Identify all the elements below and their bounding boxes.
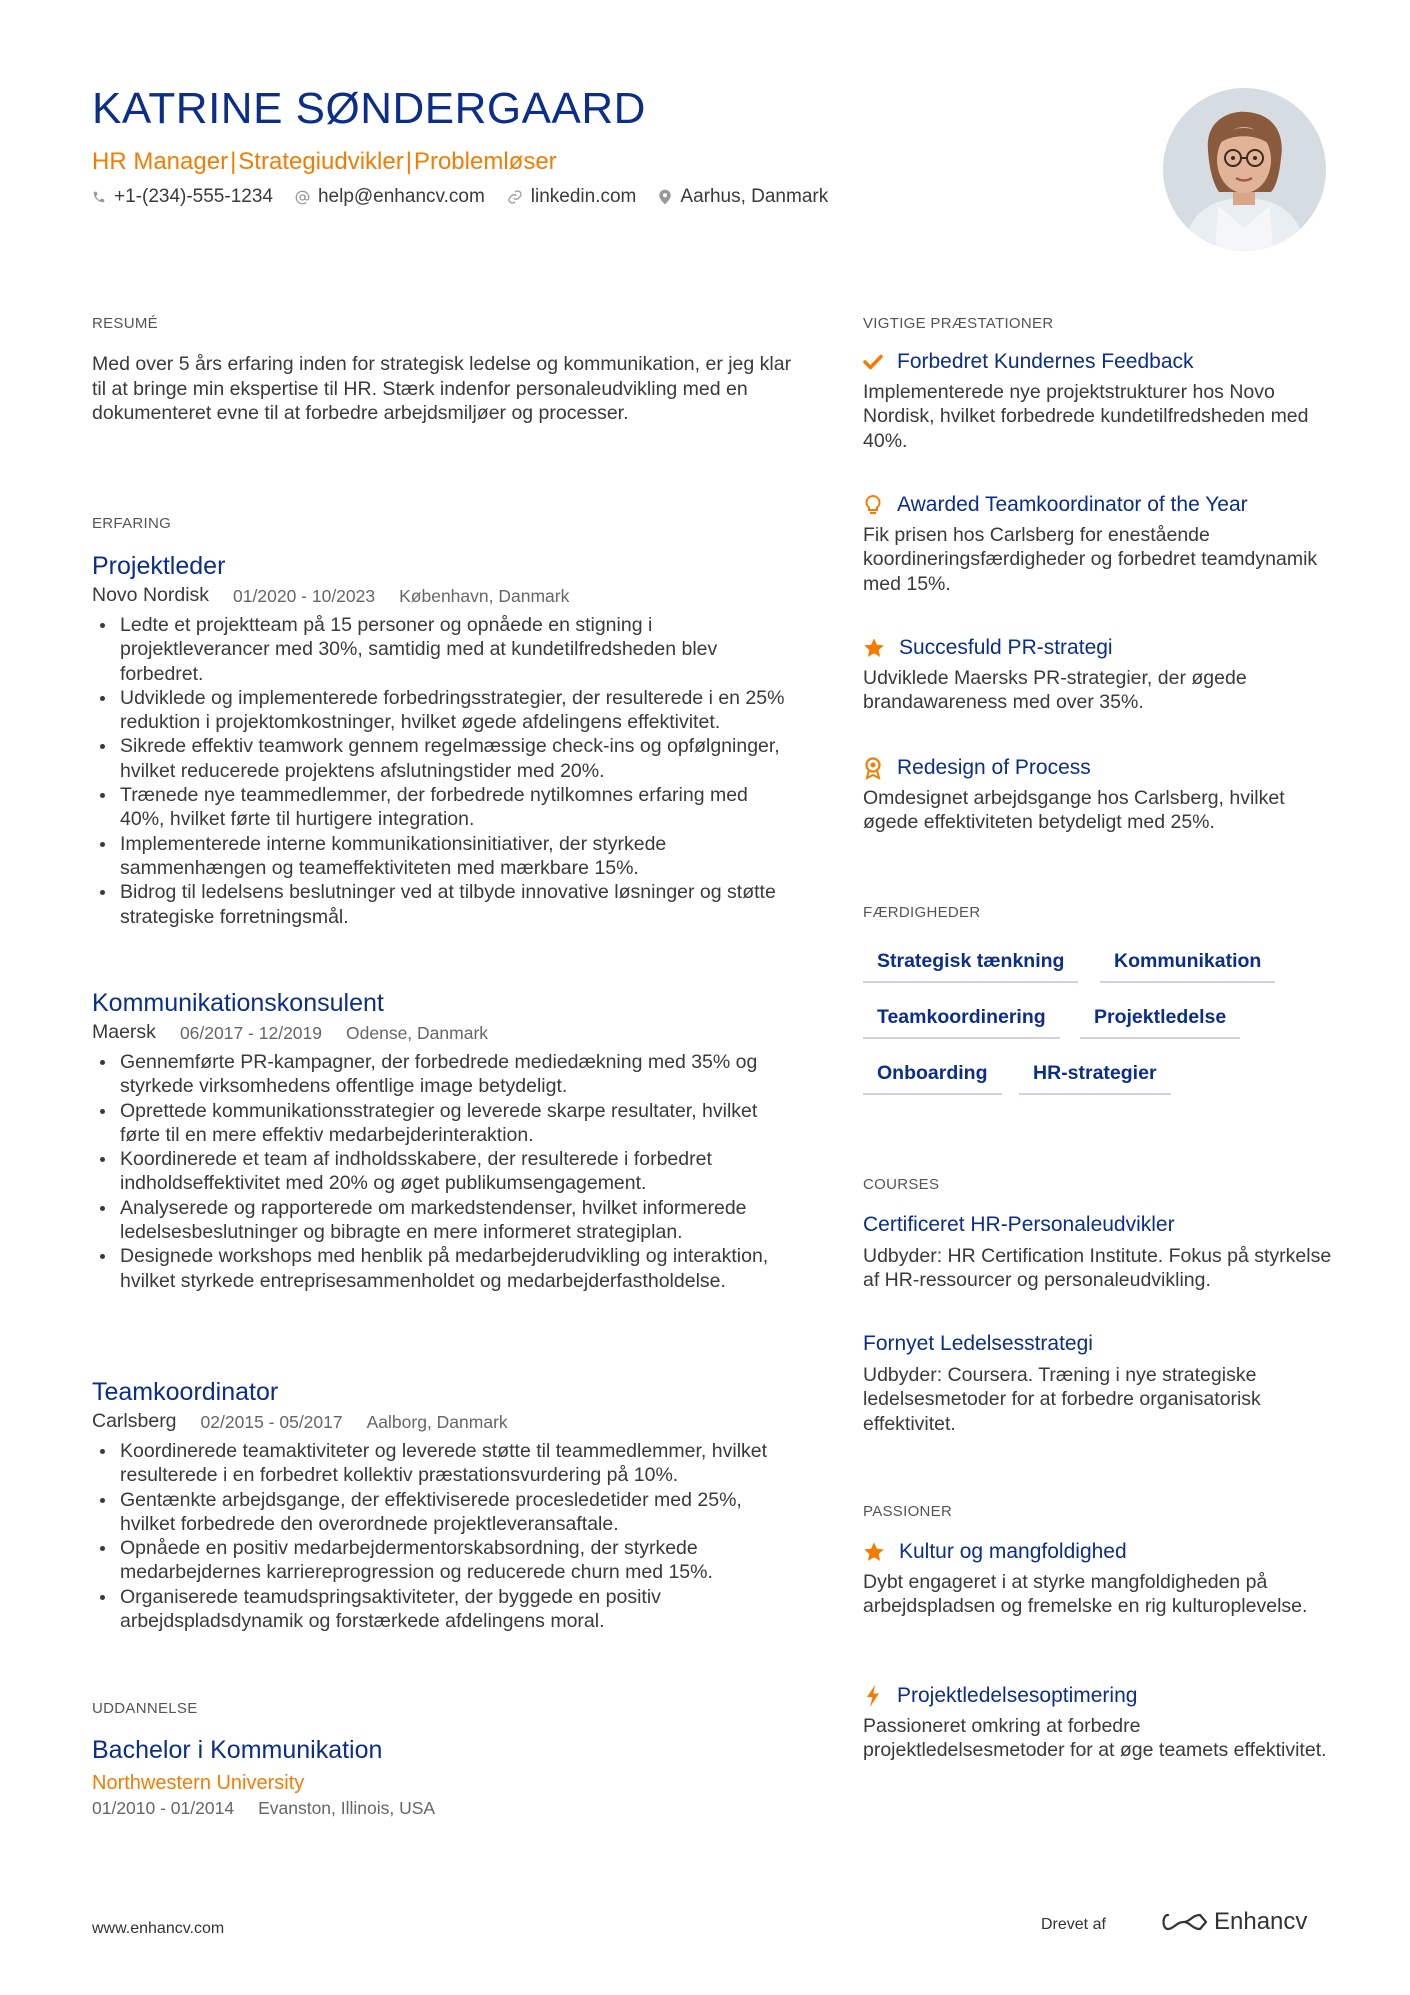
bullet-item: Gentænkte arbejdsgange, der effektiviserede procesledetider med 25%, hvilket forbedrede den overordnede projektleveransaftale. <box>92 1488 792 1537</box>
bullet-item: Gennemførte PR-kampagner, der forbedrede mediedækning med 35% og styrkede virksomhedens offentlige image betydeligt. <box>92 1050 792 1099</box>
passion-desc: Dybt engageret i at styrke mangfoldigheden på arbejdspladsen og fremelske en rig kulturoplevelse. <box>863 1571 1308 1618</box>
bullet-item: Organiserede teamudspringsaktiviteter, der byggede en positiv arbejdspladsdynamik og forstærkede afdelingens moral. <box>92 1585 792 1634</box>
bullet-item: Implementerede interne kommunikationsinitiativer, der styrkede sammenhængen og teameffektiviteten med mærkbare 15%. <box>92 832 792 881</box>
achievement-item <box>863 756 1338 835</box>
headline-separator: | <box>405 148 412 175</box>
job-bullets <box>92 1439 792 1633</box>
passion-title <box>863 1540 1338 1564</box>
company-name: Carlsberg <box>92 1410 177 1432</box>
job-title: Teamkoordinator <box>92 1378 279 1406</box>
course-title: Fornyet Ledelsesstrategi <box>863 1332 1093 1355</box>
bullet-item: Bidrog til ledelsens beslutninger ved at tilbyde innovative løsninger og støtte strategiske forretningsmål. <box>92 880 792 929</box>
achievement-title <box>863 756 1338 780</box>
headline <box>92 148 557 176</box>
passion-item <box>863 1684 1338 1763</box>
contact-phone[interactable] <box>92 186 273 208</box>
job-bullets <box>92 1050 792 1293</box>
bullet-item: Ledte et projektteam på 15 personer og opnåede en stigning i projektleverancer med 30%, samtidig med at kundetilfredsheden blev forbedret. <box>92 613 792 686</box>
enhancv-logo-icon <box>1160 1909 1208 1935</box>
job-meta <box>92 1410 792 1434</box>
course-desc: Udbyder: HR Certification Institute. Fokus på styrkelse af HR-ressourcer og personaleudvikling. <box>863 1245 1332 1292</box>
phone-number: +1-(234)-555-1234 <box>114 186 273 207</box>
school-name: Northwestern University <box>92 1772 305 1794</box>
link-icon <box>507 189 523 205</box>
experience-entry <box>92 552 792 929</box>
skill-tag: Projektledelse <box>1080 1006 1240 1039</box>
achievement-title <box>863 493 1338 517</box>
email-address: help@enhancv.com <box>317 186 485 207</box>
section-heading-resume: RESUMÉ <box>92 315 158 332</box>
passion-title <box>863 1684 1338 1708</box>
job-location: København, Danmark <box>399 586 570 606</box>
headline-role-1: HR Manager <box>92 148 229 175</box>
headline-role-2: Strategiudvikler <box>238 148 404 175</box>
bullet-item: Trænede nye teammedlemmer, der forbedrede nytilkomnes erfaring med 40%, hvilket førte til hurtigere integration. <box>92 783 792 832</box>
section-heading-experience: ERFARING <box>92 515 172 532</box>
passion-desc: Passioneret omkring at forbedre projektledelsesmetoder for at øge teamets effektivitet. <box>863 1715 1327 1762</box>
skill-tag: Teamkoordinering <box>863 1006 1060 1039</box>
achievement-title-text: Succesfuld PR-strategi <box>899 636 1113 659</box>
star-icon <box>863 1541 885 1563</box>
achievement-desc: Omdesignet arbejdsgange hos Carlsberg, hvilket øgede effektiviteten betydeligt med 25%. <box>863 787 1285 834</box>
section-heading-achievements: VIGTIGE PRÆSTATIONER <box>863 315 1054 332</box>
job-meta <box>92 584 792 608</box>
company-name: Maersk <box>92 1021 156 1043</box>
lightbulb-icon <box>863 494 883 516</box>
achievement-item <box>863 350 1338 453</box>
bullet-item: Designede workshops med henblik på medarbejderudvikling og interaktion, hvilket styrkede entreprisesammenholdet og medarbejderfastholdelse. <box>92 1244 792 1293</box>
footer-powered-by: Drevet af <box>1041 1916 1106 1933</box>
achievement-title-text: Awarded Teamkoordinator of the Year <box>897 493 1248 516</box>
skill-tag: Onboarding <box>863 1062 1002 1095</box>
skill-tag: Strategisk tænkning <box>863 950 1078 983</box>
job-dates: 01/2020 - 10/2023 <box>233 586 376 606</box>
education-meta <box>92 1798 435 1819</box>
bolt-icon <box>863 1684 883 1708</box>
company-name: Novo Nordisk <box>92 584 210 606</box>
job-bullets <box>92 613 792 929</box>
section-heading-passions: PASSIONER <box>863 1503 953 1520</box>
achievement-desc: Implementerede nye projektstrukturer hos Novo Nordisk, hvilket forbedrede kundetilfredsheden med 40%. <box>863 381 1309 452</box>
job-dates: 06/2017 - 12/2019 <box>179 1023 323 1043</box>
linkedin-url: linkedin.com <box>530 186 637 207</box>
achievement-title <box>863 636 1338 660</box>
profile-photo <box>1163 88 1326 251</box>
headline-role-3: Problemløser <box>413 148 557 175</box>
bullet-item: Koordinerede teamaktiviteter og leverede støtte til teammedlemmer, hvilket resulterede i en forbedret kollektiv præstationsvurdering på 10%. <box>92 1439 792 1488</box>
resume-summary: Med over 5 års erfaring inden for strategisk ledelse og kommunikation, er jeg klar til at bringe min ekspertise til HR. Stærk indenfor personaleudvikling med en dokumenteret evne til at forbedre arbejdsmiljøer og processer. <box>92 353 792 424</box>
education-dates: 01/2010 - 01/2014 <box>92 1798 235 1818</box>
check-icon <box>863 354 883 370</box>
contact-location <box>658 186 828 208</box>
enhancv-logo[interactable] <box>1160 1908 1307 1936</box>
location-text: Aarhus, Danmark <box>680 186 829 207</box>
experience-entry <box>92 989 792 1293</box>
passion-title-text: Kultur og mangfoldighed <box>899 1540 1127 1563</box>
section-heading-skills: FÆRDIGHEDER <box>863 904 981 921</box>
section-heading-courses: COURSES <box>863 1176 940 1193</box>
passion-title-text: Projektledelsesoptimering <box>897 1684 1138 1707</box>
achievement-desc: Fik prisen hos Carlsberg for enestående koordineringsfærdigheder og forbedret teamdynamik med 15%. <box>863 524 1318 595</box>
skill-tag: Kommunikation <box>1100 950 1275 983</box>
location-pin-icon <box>658 189 672 205</box>
candidate-name: KATRINE SØNDERGAARD <box>92 84 646 133</box>
job-dates: 02/2015 - 05/2017 <box>200 1412 343 1432</box>
degree-title: Bachelor i Kommunikation <box>92 1736 383 1764</box>
job-title: Kommunikationskonsulent <box>92 989 384 1017</box>
course-item <box>863 1213 1338 1293</box>
section-heading-education: UDDANNELSE <box>92 1700 198 1717</box>
job-title: Projektleder <box>92 552 226 580</box>
bullet-item: Sikrede effektiv teamwork gennem regelmæssige check-ins og opfølgninger, hvilket reducerede projektens afslutningstider med 20%. <box>92 734 792 783</box>
job-location: Aalborg, Danmark <box>366 1412 508 1432</box>
phone-icon <box>92 190 106 204</box>
star-icon <box>863 637 885 659</box>
bullet-item: Oprettede kommunikationsstrategier og leverede skarpe resultater, hvilket førte til en mere effektiv medarbejderinteraktion. <box>92 1099 792 1148</box>
enhancv-logo-text: Enhancv <box>1214 1908 1308 1935</box>
bullet-item: Koordinerede et team af indholdsskabere, der resulterede i forbedret indholdseffektivitet med 20% og øget publikumsengagement. <box>92 1147 792 1196</box>
course-item <box>863 1332 1338 1436</box>
bullet-item: Opnåede en positiv medarbejdermentorskabsordning, der styrkede medarbejdernes karriereprogression og reducerede churn med 15%. <box>92 1536 792 1585</box>
at-icon <box>295 190 310 205</box>
course-title: Certificeret HR-Personaleudvikler <box>863 1213 1175 1236</box>
education-location: Evanston, Illinois, USA <box>258 1798 436 1818</box>
achievement-title <box>863 350 1338 374</box>
achievement-title-text: Redesign of Process <box>897 756 1091 779</box>
achievement-title-text: Forbedret Kundernes Feedback <box>897 350 1194 373</box>
job-location: Odense, Danmark <box>346 1023 489 1043</box>
passion-item <box>863 1540 1338 1619</box>
achievement-item <box>863 636 1338 715</box>
footer-website[interactable]: www.enhancv.com <box>92 1920 225 1937</box>
headline-separator: | <box>230 148 237 175</box>
bullet-item: Udviklede og implementerede forbedringsstrategier, der resulterede i en 25% reduktion i projektomkostninger, hvilket øgede afdelingens effektivitet. <box>92 686 792 735</box>
contact-email[interactable] <box>295 186 485 208</box>
course-desc: Udbyder: Coursera. Træning i nye strategiske ledelsesmetoder for at forbedre organisatorisk effektivitet. <box>863 1364 1261 1435</box>
bullet-item: Analyserede og rapporterede om markedstendenser, hvilket informerede ledelsesbeslutninger og bibragte en mere informeret strategiplan. <box>92 1196 792 1245</box>
contact-bar <box>92 186 850 208</box>
experience-entry <box>92 1378 792 1633</box>
job-meta <box>92 1021 792 1045</box>
achievement-item <box>863 493 1338 596</box>
achievement-desc: Udviklede Maersks PR-strategier, der øgede brandawareness med over 35%. <box>863 667 1247 714</box>
contact-linkedin[interactable] <box>507 186 637 208</box>
skill-tag: HR-strategier <box>1019 1062 1171 1095</box>
award-icon <box>863 756 883 780</box>
